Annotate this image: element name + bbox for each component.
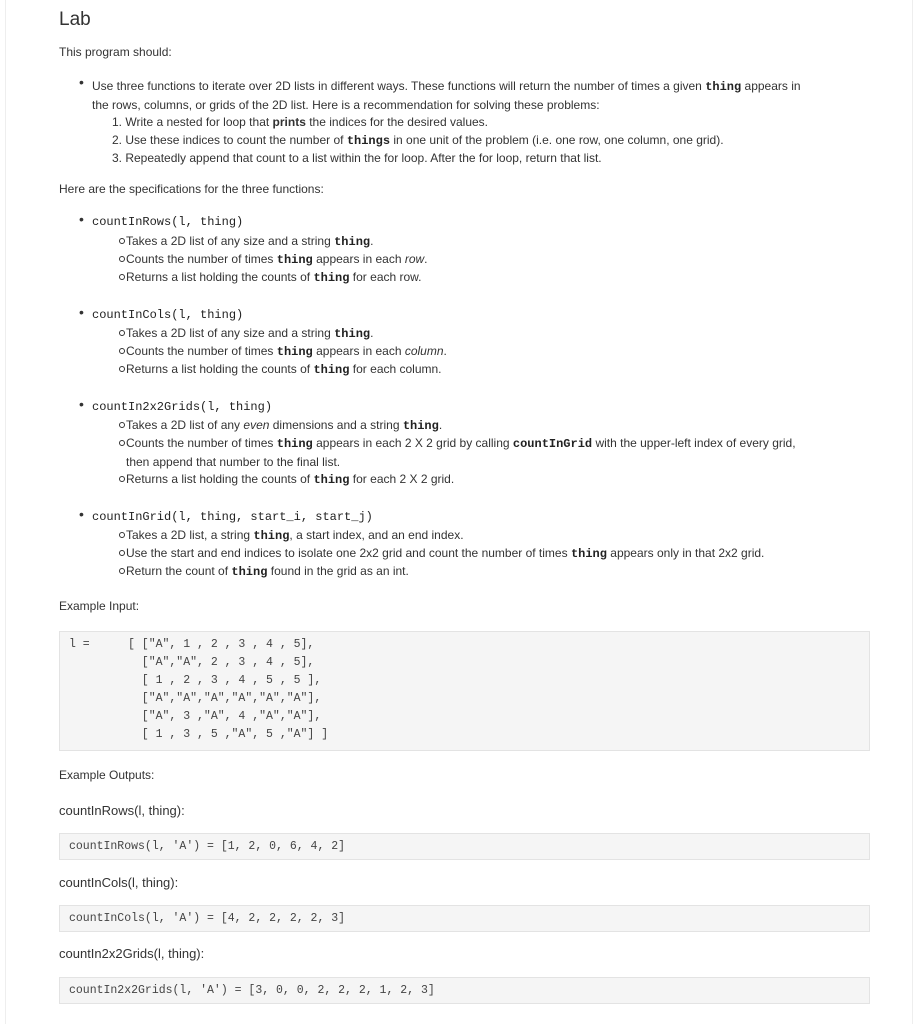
code-line: [ 1 , 2 , 3 , 4 , 5 , 5 ], (128, 674, 322, 687)
function-signature: countInGrid(l, thing, start_i, start_j) (92, 510, 373, 524)
output-code-box (59, 905, 870, 932)
example-input-code (59, 631, 870, 751)
code-line: ["A","A", 2 , 3 , 4 , 5], (128, 656, 315, 669)
code-lhs: l = (69, 638, 90, 651)
intro-text: This program should: (59, 45, 172, 59)
bullet-dot: • (79, 74, 84, 90)
function-signature: countInRows(l, thing) (92, 215, 244, 229)
spec-item: Counts the number of times thing appears in each 2 X 2 grid by calling countInGrid with the upper-left index of every grid, then append that number to the final list. (126, 436, 796, 469)
sub-bullet (119, 440, 125, 446)
code-line: ["A","A","A","A","A","A"], (128, 692, 322, 705)
spec-item: Returns a list holding the counts of thing for each column. (126, 362, 442, 377)
bullet-dot: • (79, 396, 84, 412)
example-outputs-label: Example Outputs: (59, 768, 155, 782)
sub-bullet (119, 366, 125, 372)
spec-item: Counts the number of times thing appears in each column. (126, 344, 447, 359)
bullet-dot: • (79, 211, 84, 227)
spec-item: Returns a list holding the counts of thing for each row. (126, 270, 422, 285)
sub-bullet (119, 256, 125, 262)
example-input-label: Example Input: (59, 599, 140, 613)
spec-item: Takes a 2D list of any size and a string thing. (126, 326, 374, 341)
output-label: countInRows(l, thing): (59, 803, 185, 818)
bullet-text-a-tail: appears in (741, 79, 801, 93)
sub-bullet (119, 274, 125, 280)
bullet-text-b: the rows, columns, or grids of the 2D list. Here is a recommendation for solving these problems: (92, 98, 600, 112)
spec-item: Return the count of thing found in the grid as an int. (126, 564, 409, 579)
output-label: countIn2x2Grids(l, thing): (59, 946, 205, 961)
specs-intro: Here are the specifications for the three functions: (59, 182, 324, 196)
sub-bullet (119, 550, 125, 556)
step-2 (112, 131, 724, 150)
bullet-main (92, 77, 882, 114)
code-line: [ ["A", 1 , 2 , 3 , 4 , 5], (128, 638, 315, 651)
sub-bullet (119, 568, 125, 574)
sub-bullet (119, 422, 125, 428)
bullet-dot: • (79, 506, 84, 522)
sub-bullet (119, 238, 125, 244)
code-line: ["A", 3 ,"A", 4 ,"A","A"], (128, 710, 322, 723)
lab-page (5, 0, 913, 1024)
step-text: 3. Repeatedly append that count to a list within the for loop. After the for loop, return that list. (112, 151, 602, 165)
step-1 (112, 113, 488, 131)
step-text: the indices for the desired values. (305, 115, 488, 129)
function-signature: countIn2x2Grids(l, thing) (92, 400, 273, 414)
step-text: 2. Use these indices to count the number of (112, 133, 347, 147)
bullet-text-a: Use three functions to iterate over 2D lists in different ways. These functions will return the number of times a given (92, 79, 706, 93)
spec-item: Use the start and end indices to isolate one 2x2 grid and count the number of times thing appears only in that 2x2 grid. (126, 546, 765, 561)
sub-bullet (119, 532, 125, 538)
step-bold: prints (272, 115, 306, 129)
spec-item: Takes a 2D list, a string thing, a start index, and an end index. (126, 528, 464, 543)
inline-code: things (346, 134, 391, 148)
output-code: countInCols(l, 'A') = [4, 2, 2, 2, 2, 3] (69, 912, 346, 925)
sub-bullet (119, 348, 125, 354)
spec-item: Takes a 2D list of any size and a string thing. (126, 234, 374, 249)
sub-bullet (119, 330, 125, 336)
bullet-dot: • (79, 304, 84, 320)
output-code-box (59, 833, 870, 860)
code-line: [ 1 , 3 , 5 ,"A", 5 ,"A"] ] (128, 728, 329, 741)
page-title: Lab (59, 9, 91, 30)
step-text: in one unit of the problem (i.e. one row, one column, one grid). (390, 133, 724, 147)
inline-code: thing (705, 80, 742, 94)
step-text: 1. Write a nested for loop that (112, 115, 273, 129)
function-signature: countInCols(l, thing) (92, 308, 244, 322)
spec-item: Takes a 2D list of any even dimensions and a string thing. (126, 418, 443, 433)
output-label: countInCols(l, thing): (59, 875, 179, 890)
spec-item: Counts the number of times thing appears in each row. (126, 252, 428, 267)
output-code-box (59, 977, 870, 1004)
sub-bullet (119, 476, 125, 482)
spec-item: Returns a list holding the counts of thing for each 2 X 2 grid. (126, 472, 455, 487)
step-3 (112, 149, 602, 167)
output-code: countInRows(l, 'A') = [1, 2, 0, 6, 4, 2] (69, 840, 346, 853)
output-code: countIn2x2Grids(l, 'A') = [3, 0, 0, 2, 2, 2, 1, 2, 3] (69, 984, 435, 997)
